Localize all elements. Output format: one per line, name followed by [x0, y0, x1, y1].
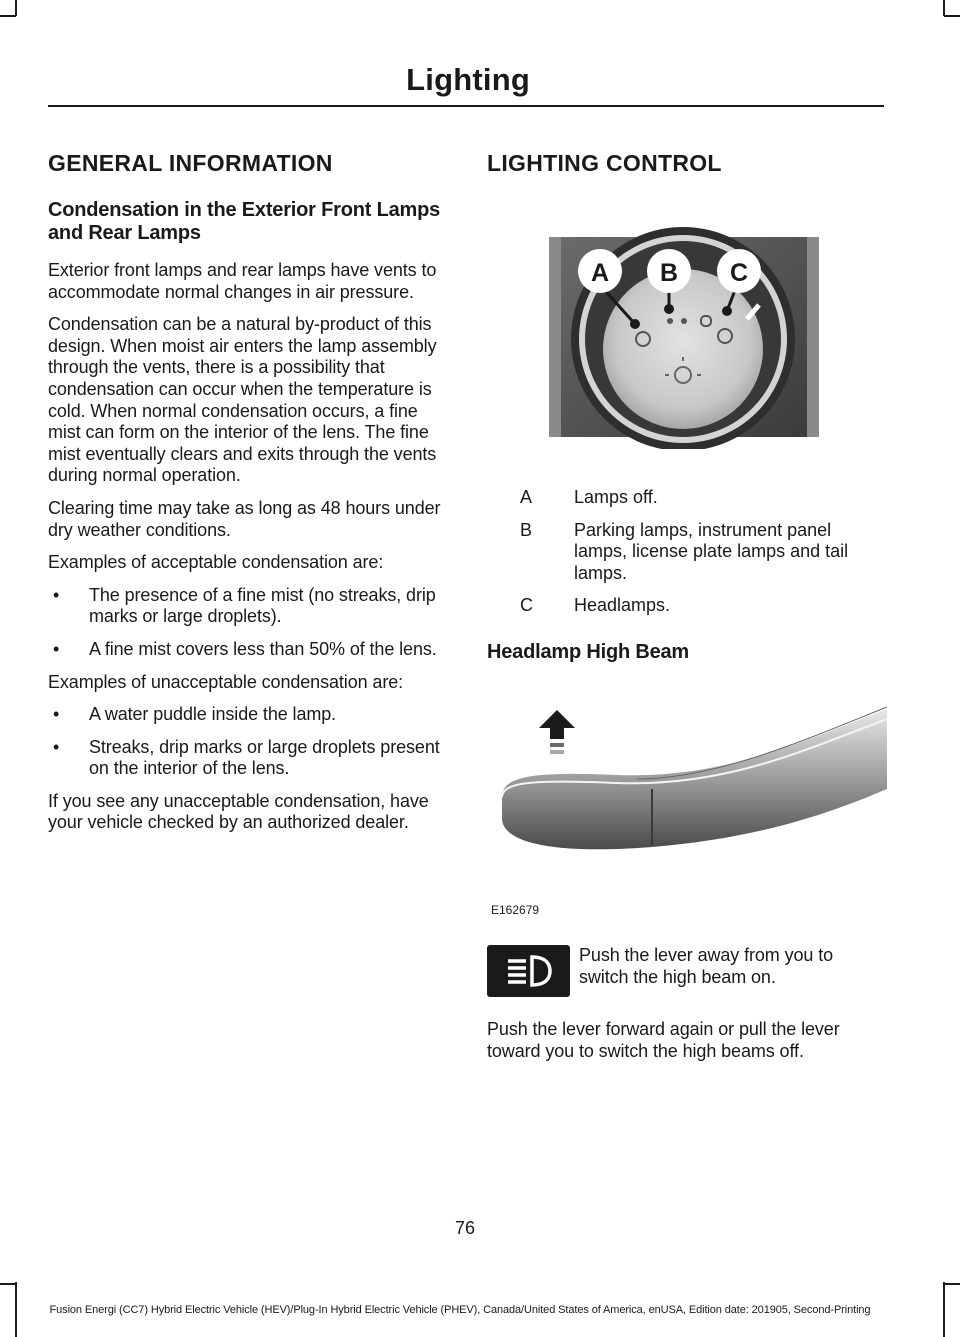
paragraph: If you see any unacceptable condensation, have your vehicle checked by an authorized dealer. [48, 790, 429, 833]
high-beam-instruction [487, 945, 887, 999]
crop-mark [943, 0, 945, 16]
dial-label-c: C [729, 259, 749, 287]
bullet-glyph: • [53, 704, 60, 725]
subheading: Headlamp High Beam [487, 640, 690, 663]
list-item [48, 737, 448, 780]
list-item-text: A fine mist covers less than 50% of the lens. [89, 638, 437, 659]
page-title: Lighting [406, 62, 530, 97]
paragraph: Push the lever away from you to switch the high beam on. [579, 944, 834, 987]
list-item-text: Streaks, drip marks or large droplets present on the interior of the lens. [89, 736, 440, 779]
list-item [48, 639, 448, 661]
legend-key: C [520, 595, 533, 616]
list-item-text: The presence of a fine mist (no streaks, drip marks or large droplets). [89, 584, 436, 627]
crop-mark [944, 15, 960, 17]
legend-row [487, 520, 887, 585]
subheading: Condensation in the Exterior Front Lamps and Rear Lamps [48, 199, 441, 244]
crop-mark [0, 15, 16, 17]
figure-code: E162679 [491, 902, 540, 917]
figure-legend [487, 487, 887, 617]
paragraph: Examples of acceptable condensation are: [48, 552, 384, 573]
crop-mark [15, 0, 17, 16]
crop-mark [0, 1283, 16, 1285]
right-column [487, 146, 887, 1073]
paragraph: Exterior front lamps and rear lamps have vents to accommodate normal changes in air pressure. [48, 260, 437, 302]
lever-illustration [487, 679, 887, 929]
legend-text: Headlamps. [574, 595, 671, 616]
dial-label-a: A [590, 259, 610, 287]
page-number: 76 [454, 1218, 476, 1238]
paragraph: Clearing time may take as long as 48 hours under dry weather conditions. [48, 497, 441, 540]
dial-label-b: B [659, 259, 679, 287]
legend-key: B [520, 519, 533, 540]
left-column [48, 146, 448, 845]
crop-mark [944, 1283, 960, 1285]
paragraph: Condensation can be a natural by-product of this design. When moist air enters the lamp assembly through the vents, there is a possibility that condensation can occur when the temperature is cold. When normal condensation occurs, a fine mist can form on the interior of the lens. The fine mist eventually clears and exits through the vents during normal operation. [48, 314, 437, 486]
section-heading: LIGHTING CONTROL [487, 150, 722, 176]
list-item [48, 585, 448, 628]
bullet-glyph: • [53, 584, 60, 605]
paragraph: Push the lever forward again or pull the lever toward you to switch the high beams off. [487, 1019, 840, 1061]
legend-text: Parking lamps, instrument panel lamps, license plate lamps and tail lamps. [574, 519, 849, 583]
page-footer: Fusion Energi (CC7) Hybrid Electric Vehicle (HEV)/Plug-In Hybrid Electric Vehicle (PHEV), Canada/United States of America, enUSA, Edition date: 201905, Second-Printing [49, 1304, 871, 1316]
legend-row [487, 487, 887, 509]
section-heading: GENERAL INFORMATION [48, 150, 333, 176]
list-item [48, 704, 448, 726]
crop-mark [943, 1282, 945, 1337]
arrow-up-icon [539, 710, 575, 754]
bullet-glyph: • [53, 736, 60, 757]
bullet-glyph: • [53, 638, 60, 659]
legend-row [487, 595, 887, 617]
header-divider [48, 105, 884, 107]
legend-text: Lamps off. [574, 487, 658, 507]
legend-key: A [520, 487, 533, 507]
lamp-dial-icon [487, 199, 887, 449]
high-beam-icon [487, 945, 570, 997]
list-item-text: A water puddle inside the lamp. [89, 704, 337, 725]
high-beam-lever-figure [487, 679, 887, 929]
paragraph: Examples of unacceptable condensation are: [48, 671, 404, 692]
lighting-control-figure [487, 199, 887, 449]
